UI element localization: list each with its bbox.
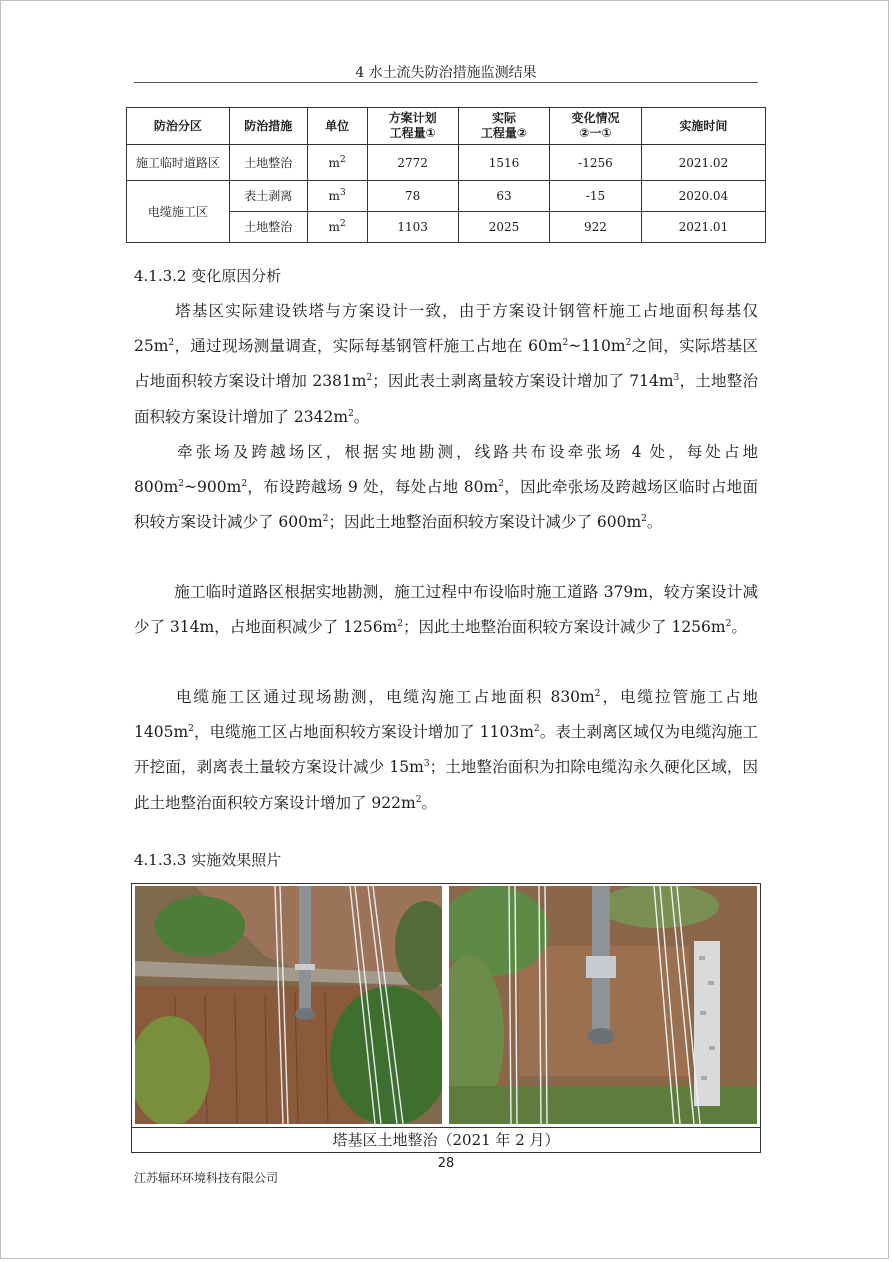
column-header: 实际 工程量② xyxy=(458,108,549,145)
table-row xyxy=(127,145,766,181)
section-heading-4132: 4.1.3.2 变化原因分析 xyxy=(134,267,282,285)
header-rule xyxy=(134,82,758,83)
unit-cell: $m^3$ xyxy=(307,181,367,212)
aerial-photo-left xyxy=(135,886,442,1124)
table-header-row xyxy=(127,108,766,145)
unit-cell: $m^2$ xyxy=(307,145,367,181)
zone-cell: 施工临时道路区 xyxy=(127,145,230,181)
photo-tower-right xyxy=(449,886,757,1124)
section-heading-4133: 4.1.3.3 实施效果照片 xyxy=(134,851,282,869)
actual-cell: 2025 xyxy=(458,212,549,243)
company-footer: 江苏辐环环境科技有限公司 xyxy=(134,1171,279,1185)
time-cell: 2021.01 xyxy=(641,212,765,243)
plan-cell: 1103 xyxy=(367,212,458,243)
measures-table xyxy=(126,107,766,243)
plan-cell: 2772 xyxy=(367,145,458,181)
running-header: 4 水土流失防治措施监测结果 xyxy=(355,65,537,81)
change-cell: 922 xyxy=(550,212,642,243)
time-cell: 2020.04 xyxy=(641,181,765,212)
paragraph-temp-road: 施工临时道路区根据实地勘测，施工过程中布设临时施工道路 379m，较方案设计减少了 314m，占地面积减少了 $1256m^2$；因此土地整治面积较方案设计减少了 $1256m^2$。 xyxy=(134,583,758,637)
column-header: 变化情况 ②一① xyxy=(550,108,642,145)
column-header: 防治措施 xyxy=(229,108,307,145)
paragraph-tension-site: 牵张场及跨越场区，根据实地勘测，线路共布设牵张场 4 处，每处占地 $800m^2\sim 900m^2$，布设跨越场 9 处，每处占地 $80m^2$，因此牵张场及跨越场区临时占地面积较方案设计减少了 $600m^2$；因此土地整治面积较方案设计减少了 $600m^2$。 xyxy=(134,443,758,532)
actual-cell: 1516 xyxy=(458,145,549,181)
measure-cell: 土地整治 xyxy=(229,212,307,243)
plan-cell: 78 xyxy=(367,181,458,212)
measure-cell: 土地整治 xyxy=(229,145,307,181)
measure-cell: 表土剥离 xyxy=(229,181,307,212)
actual-cell: 63 xyxy=(458,181,549,212)
change-cell: -1256 xyxy=(550,145,642,181)
table-row xyxy=(127,181,766,212)
photo-caption: 塔基区土地整治（2021 年 2 月） xyxy=(132,1127,760,1153)
zone-cell: 电缆施工区 xyxy=(127,181,230,243)
change-cell: -15 xyxy=(550,181,642,212)
column-header: 防治分区 xyxy=(127,108,230,145)
column-header: 单位 xyxy=(307,108,367,145)
photo-tower-left xyxy=(135,886,442,1124)
column-header: 方案计划 工程量① xyxy=(367,108,458,145)
paragraph-cable-area: 电缆施工区通过现场勘测，电缆沟施工占地面积 $830m^2$，电缆拉管施工占地 $1405m^2$，电缆施工区占地面积较方案设计增加了 $1103m^2$。表土剥离区域仅为电缆沟施工开挖面，剥离表土量较方案设计减少 $15m^3$；土地整治面积为扣除电缆沟永久硬化区域，因此土地整治面积较方案设计增加了 $922m^2$。 xyxy=(134,688,758,812)
page-number: 28 xyxy=(437,1156,455,1171)
time-cell: 2021.02 xyxy=(641,145,765,181)
column-header: 实施时间 xyxy=(641,108,765,145)
photo-frame xyxy=(131,883,761,1153)
unit-cell: $m^2$ xyxy=(307,212,367,243)
aerial-photo-right xyxy=(449,886,757,1124)
paragraph-tower-area: 塔基区实际建设铁塔与方案设计一致，由于方案设计钢管杆施工占地面积每基仅 $25m^2$，通过现场测量调查，实际每基钢管杆施工占地在 $60m^2\sim 110m^2$之间，实际塔基区占地面积较方案设计增加 $2381m^2$；因此表土剥离量较方案设计增加了 $714m^3$，土地整治面积较方案设计增加了 $2342m^2$。 xyxy=(134,302,758,426)
